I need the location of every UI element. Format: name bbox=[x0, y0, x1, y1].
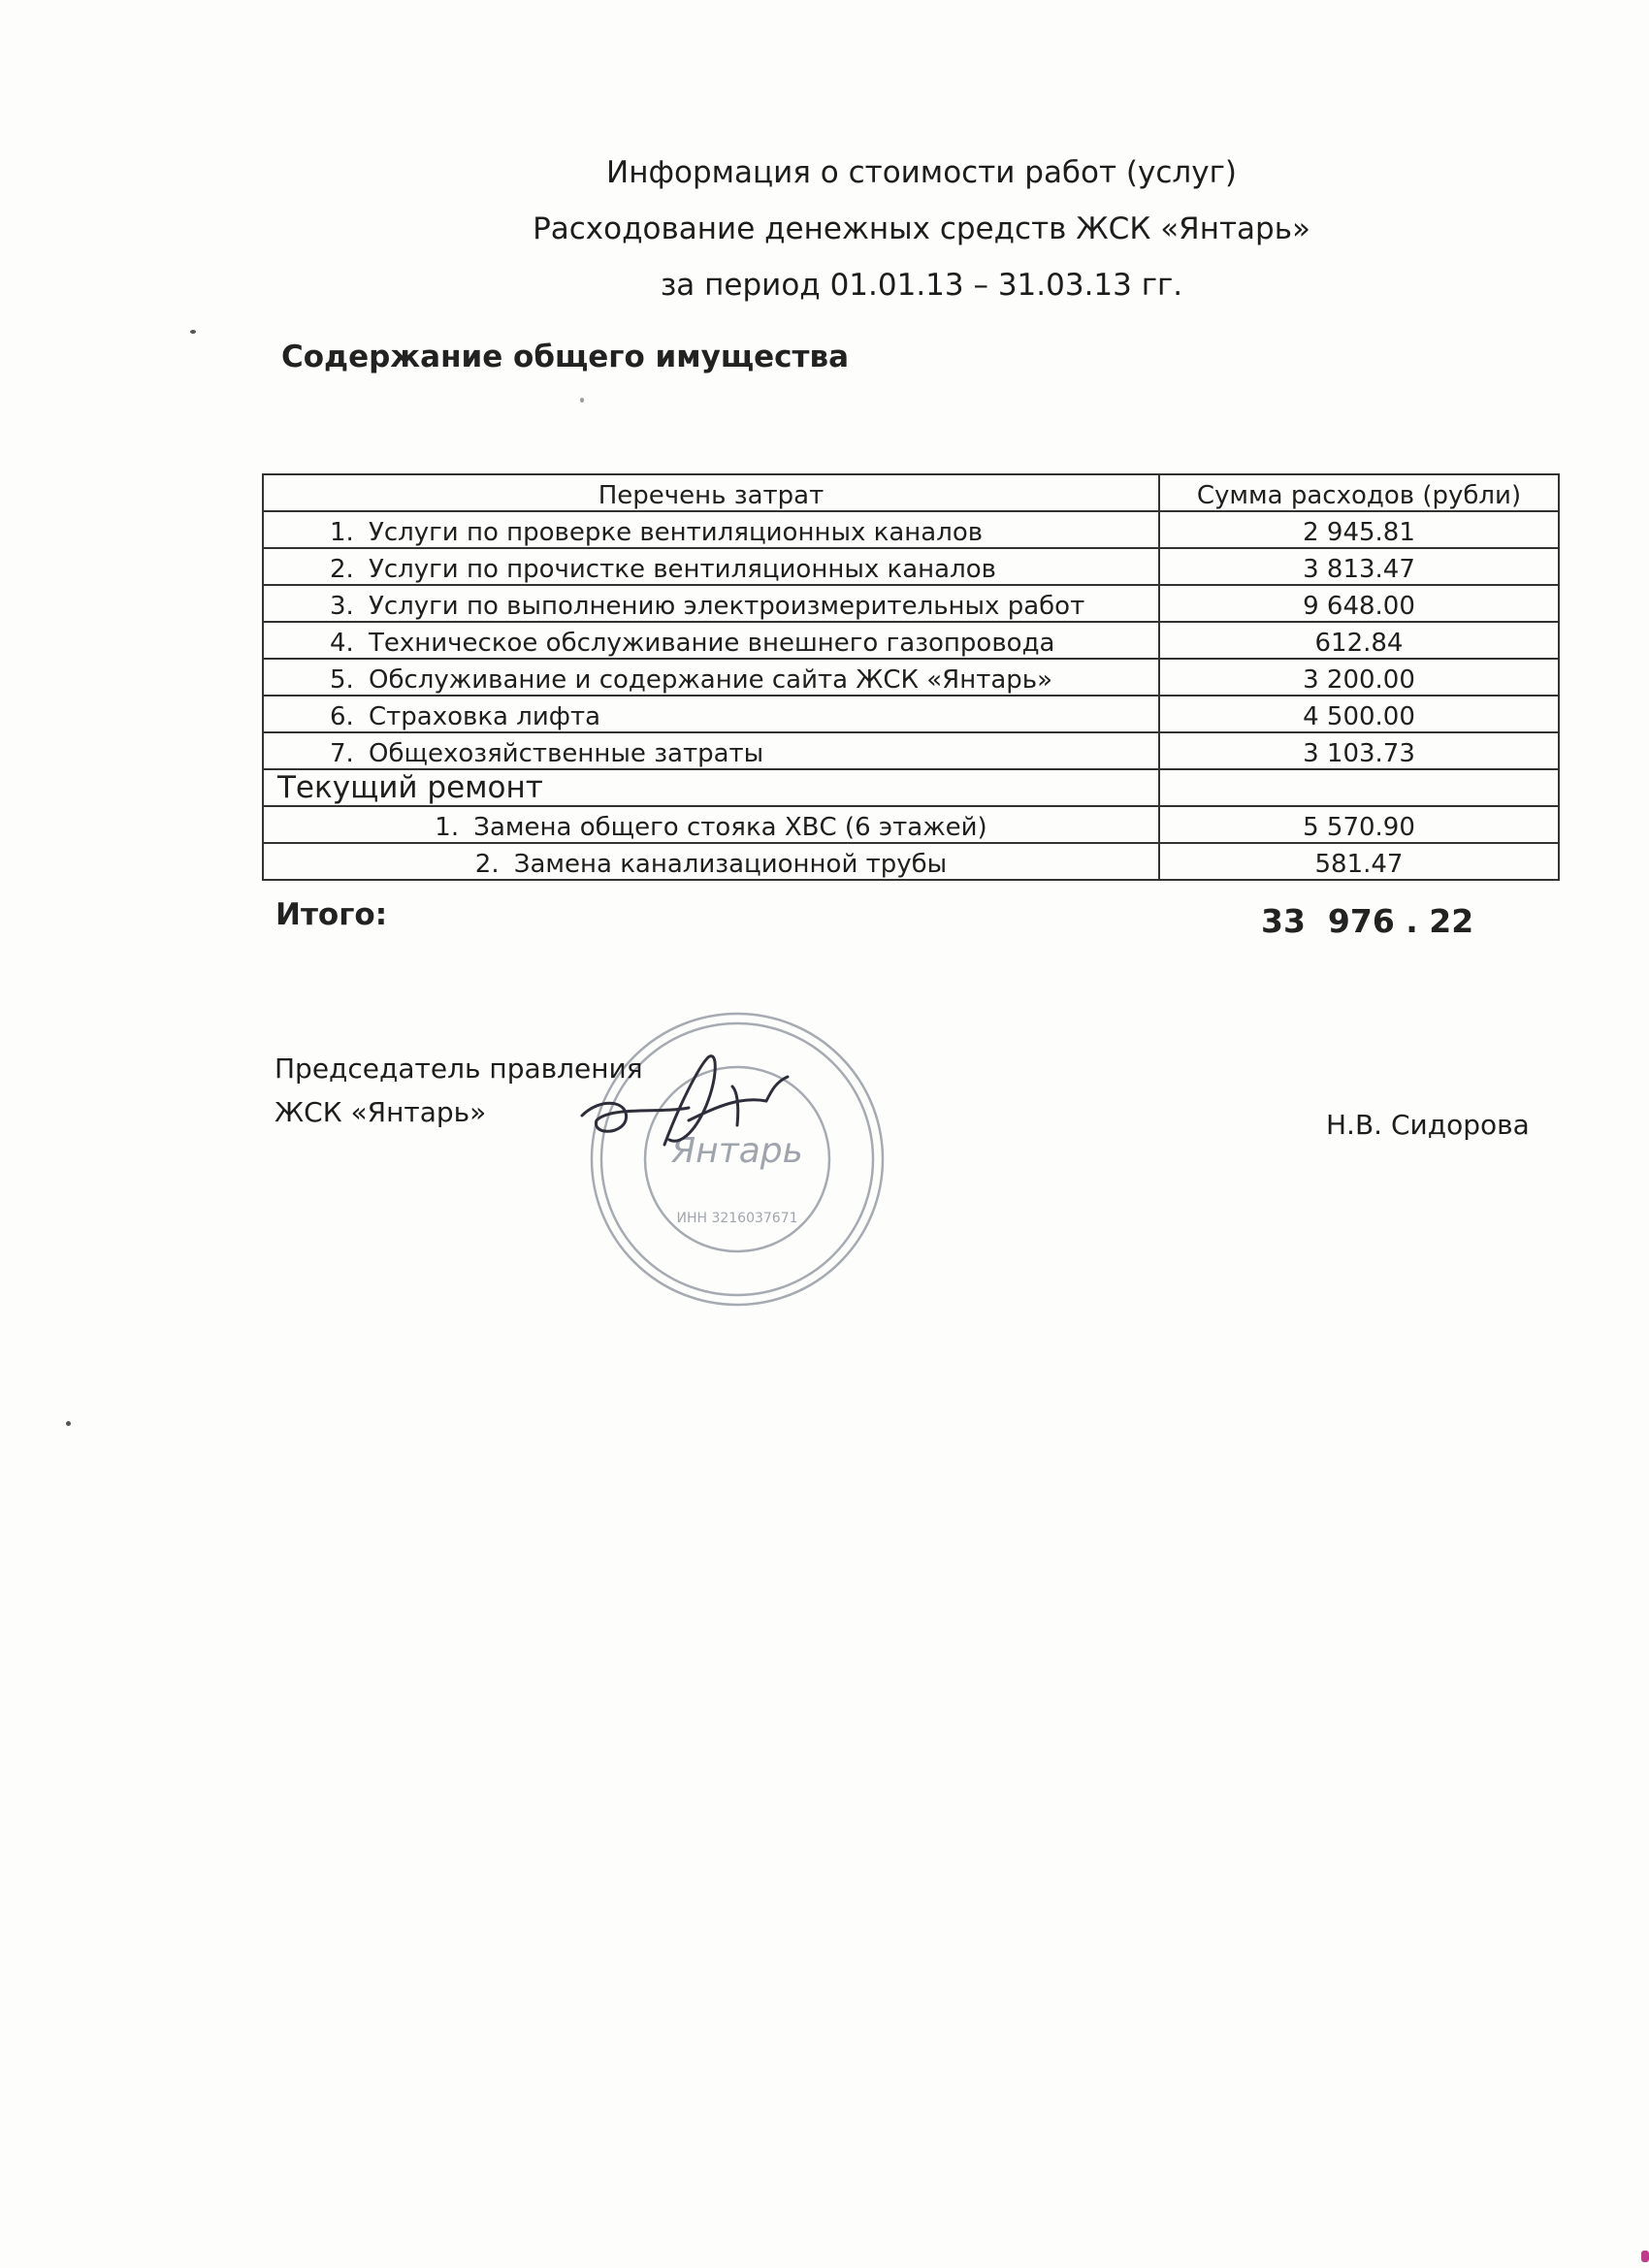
repair-heading: Текущий ремонт bbox=[263, 769, 1159, 806]
table-row bbox=[263, 548, 1559, 585]
signature-position-line1: Председатель правления bbox=[275, 1053, 643, 1085]
header-cost-list: Перечень затрат bbox=[263, 474, 1159, 511]
stamp-inn-text: ИНН 3216037671 bbox=[676, 1211, 798, 1226]
item-cell bbox=[263, 548, 1159, 585]
item-number: 2. bbox=[474, 850, 500, 879]
scan-speck bbox=[190, 330, 196, 334]
stamp-center-text: Янтарь bbox=[671, 1131, 803, 1171]
total-label: Итого: bbox=[275, 897, 388, 932]
table-row bbox=[263, 732, 1559, 769]
heading-line-3: за период 01.01.13 – 31.03.13 гг. bbox=[660, 268, 1183, 303]
table-header-row bbox=[263, 474, 1559, 511]
item-amount: 4 500.00 bbox=[1159, 696, 1559, 732]
item-cell bbox=[263, 659, 1159, 696]
heading-line-1: Информация о стоимости работ (услуг) bbox=[606, 155, 1237, 190]
item-label: Страховка лифта bbox=[369, 702, 601, 731]
table-row bbox=[263, 511, 1559, 548]
heading-line-2: Расходование денежных средств ЖСК «Янтарь» bbox=[533, 211, 1310, 246]
item-number: 7. bbox=[330, 739, 354, 768]
signature-position-line2: ЖСК «Янтарь» bbox=[275, 1096, 487, 1128]
item-amount: 3 200.00 bbox=[1159, 659, 1559, 696]
item-label: Общехозяйственные затраты bbox=[369, 739, 764, 768]
table-row bbox=[263, 622, 1559, 659]
item-label: Услуги по прочистке вентиляционных каналов bbox=[369, 555, 996, 584]
item-number: 1. bbox=[435, 813, 460, 842]
item-label: Услуги по выполнению электроизмерительных работ bbox=[369, 592, 1085, 621]
item-cell bbox=[263, 696, 1159, 732]
item-cell bbox=[263, 585, 1159, 622]
item-number: 4. bbox=[330, 629, 354, 658]
item-label: Замена общего стояка ХВС (6 этажей) bbox=[473, 813, 987, 842]
item-amount: 3 813.47 bbox=[1159, 548, 1559, 585]
item-amount: 2 945.81 bbox=[1159, 511, 1559, 548]
scan-speck bbox=[580, 398, 584, 403]
expenses-table bbox=[262, 473, 1560, 881]
table-row bbox=[263, 843, 1559, 880]
table-row bbox=[263, 696, 1559, 732]
item-label: Обслуживание и содержание сайта ЖСК «Янтарь» bbox=[369, 665, 1053, 695]
repair-heading-empty-cell bbox=[1159, 769, 1559, 806]
repair-item-cell bbox=[263, 806, 1159, 843]
item-number: 1. bbox=[330, 518, 354, 547]
item-amount: 3 103.73 bbox=[1159, 732, 1559, 769]
scan-speck bbox=[1641, 2251, 1649, 2262]
item-amount: 612.84 bbox=[1159, 622, 1559, 659]
item-amount: 5 570.90 bbox=[1159, 806, 1559, 843]
repair-item-cell bbox=[263, 843, 1159, 880]
item-label: Услуги по проверке вентиляционных каналов bbox=[369, 518, 984, 547]
total-value: 33 976 . 22 bbox=[1261, 902, 1474, 940]
item-cell bbox=[263, 511, 1159, 548]
table-row bbox=[263, 659, 1559, 696]
item-number: 3. bbox=[330, 592, 354, 621]
item-label: Техническое обслуживание внешнего газопровода bbox=[369, 629, 1055, 658]
signature-name: Н.В. Сидорова bbox=[1326, 1109, 1530, 1141]
section-title: Содержание общего имущества bbox=[281, 340, 849, 374]
item-cell bbox=[263, 732, 1159, 769]
repair-heading-row bbox=[263, 769, 1559, 806]
item-amount: 581.47 bbox=[1159, 843, 1559, 880]
item-cell bbox=[263, 622, 1159, 659]
item-amount: 9 648.00 bbox=[1159, 585, 1559, 622]
organization-stamp bbox=[572, 999, 902, 1310]
table-row bbox=[263, 806, 1559, 843]
item-number: 6. bbox=[330, 702, 354, 731]
item-number: 5. bbox=[330, 665, 354, 695]
item-label: Замена канализационной трубы bbox=[513, 850, 948, 879]
scan-speck bbox=[66, 1421, 71, 1426]
item-number: 2. bbox=[330, 555, 354, 584]
table-row bbox=[263, 585, 1559, 622]
header-amount: Сумма расходов (рубли) bbox=[1159, 474, 1559, 511]
